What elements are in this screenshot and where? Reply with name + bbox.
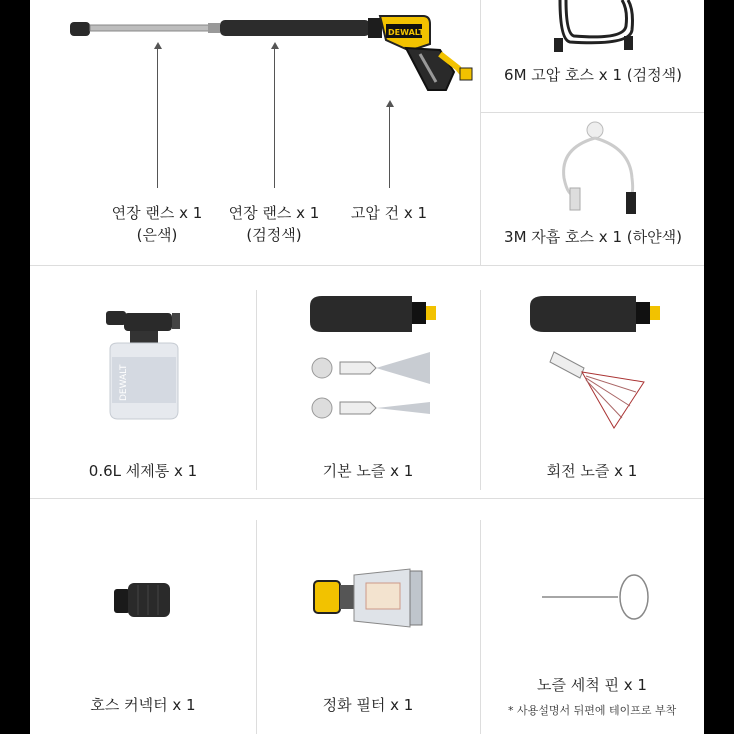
label-lance-silver bbox=[107, 202, 207, 246]
label-gun-line1: 고압 건 x 1 bbox=[350, 204, 428, 222]
bottle-brand-text: DEWALT bbox=[119, 364, 129, 401]
note-pin-attachment: * 사용설명서 뒤편에 테이프로 부착 bbox=[508, 704, 677, 717]
filter-image bbox=[310, 565, 430, 635]
label-lance-black-line1: 연장 랜스 x 1 bbox=[228, 204, 320, 222]
pressure-gun-image bbox=[68, 10, 488, 110]
high-pressure-hose-image bbox=[540, 0, 650, 55]
label-lance-silver-line2: (은색) bbox=[136, 226, 178, 244]
label-gun bbox=[344, 202, 434, 224]
label-cleaning-pin: 노즐 세척 핀 x 1 bbox=[537, 676, 647, 694]
label-lance-black bbox=[224, 202, 324, 246]
label-high-pressure-hose: 6M 고압 호스 x 1 (검정색) bbox=[504, 66, 682, 84]
suction-hose-image bbox=[550, 118, 650, 218]
label-rotary-nozzle: 회전 노즐 x 1 bbox=[546, 462, 638, 480]
components-sheet bbox=[30, 0, 704, 734]
arrow-lance-black-head bbox=[271, 42, 279, 49]
label-foam-bottle: 0.6L 세제통 x 1 bbox=[88, 462, 198, 480]
arrow-lance-black-line bbox=[274, 48, 275, 188]
divider-hoses bbox=[480, 112, 704, 113]
arrow-lance-silver-head bbox=[154, 42, 162, 49]
label-filter: 정화 필터 x 1 bbox=[322, 696, 414, 714]
arrow-gun-head bbox=[386, 100, 394, 107]
divider-row1 bbox=[30, 265, 704, 266]
label-basic-nozzle: 기본 노즐 x 1 bbox=[322, 462, 414, 480]
label-suction-hose: 3M 자흡 호스 x 1 (하얀색) bbox=[504, 228, 682, 246]
label-lance-silver-line1: 연장 랜스 x 1 bbox=[111, 204, 203, 222]
divider-row2 bbox=[30, 498, 704, 499]
foam-bottle-image bbox=[96, 305, 196, 425]
arrow-gun-line bbox=[389, 106, 390, 188]
basic-nozzle-image bbox=[300, 292, 450, 432]
divider-row3-b bbox=[480, 520, 481, 734]
cleaning-pin-image bbox=[538, 565, 658, 625]
brand-logo-text: DEWALT bbox=[388, 28, 424, 37]
label-lance-black-line2: (검정색) bbox=[246, 226, 302, 244]
label-hose-connector: 호스 커넥터 x 1 bbox=[90, 696, 196, 714]
arrow-lance-silver-line bbox=[157, 48, 158, 188]
hose-connector-image bbox=[108, 575, 178, 625]
rotary-nozzle-image bbox=[524, 292, 674, 432]
